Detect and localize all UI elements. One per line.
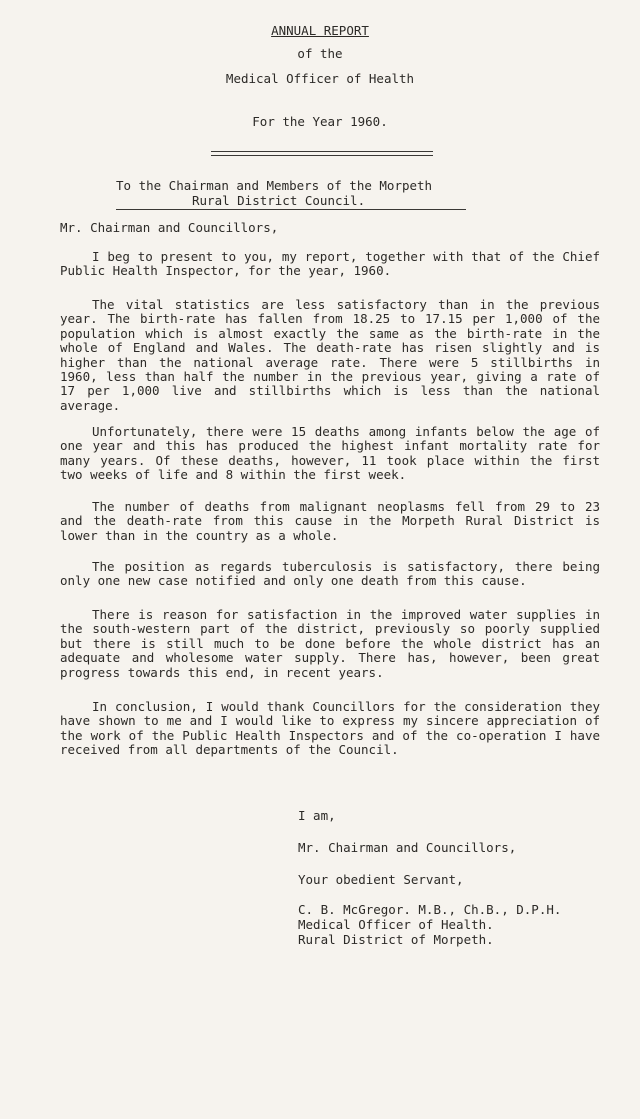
paragraph-water-supply: There is reason for satisfaction in the improved water supplies in the south-western part of the district, previously so poorly supplied but there is still much to be done before the whole district has an adequate and wholesome water supply. There has, however, been great progress towards this end, in recent years. — [60, 607, 600, 680]
paragraph-vital-statistics: The vital statistics are less satisfactory than in the previous year. The birth-rate has fallen from 18.25 to 17.15 per 1,000 of the population which is almost exactly the same as the birth-rate in the whole of England and Wales. The death-rate has risen slightly and is higher than the national average rate. There were 5 stillbirths in 1960, less than half the number in the previous year, giving a rate of 17 per 1,000 live and stillbirths which is less than the national average. — [60, 297, 600, 413]
closing-i-am: I am, — [298, 808, 336, 823]
paragraph-neoplasms: The number of deaths from malignant neoplasms fell from 29 to 23 and the death-rate from this cause in the Morpeth Rural District is lower than in the country as a whole. — [60, 499, 600, 543]
closing-servant: Your obedient Servant, — [298, 872, 464, 887]
title-divider-top — [211, 151, 433, 152]
paragraph-tuberculosis: The position as regards tuberculosis is satisfactory, there being only one new case notified and only one death from this cause. — [60, 559, 600, 589]
signatory-district: Rural District of Morpeth. — [298, 932, 494, 947]
address-line-1: To the Chairman and Members of the Morpeth — [116, 178, 433, 193]
salutation: Mr. Chairman and Councillors, — [60, 220, 279, 235]
paragraph-intro: I beg to present to you, my report, together with that of the Chief Public Health Inspector, for the year, 1960. — [60, 249, 600, 279]
address-underline — [116, 209, 466, 210]
address-line-2: Rural District Council. — [192, 193, 366, 208]
title-year: For the Year 1960. — [252, 114, 388, 129]
paragraph-conclusion: In conclusion, I would thank Councillors for the consideration they have shown to me and I would like to express my sincere appreciation of the work of the Public Health Inspectors and of the co-operation I have received from all departments of the Council. — [60, 699, 600, 758]
title-of-the: of the — [297, 46, 343, 61]
title-officer: Medical Officer of Health — [225, 71, 415, 86]
title-divider-bottom — [211, 155, 433, 156]
closing-address: Mr. Chairman and Councillors, — [298, 840, 517, 855]
paragraph-infant-deaths: Unfortunately, there were 15 deaths among infants below the age of one year and this has produced the highest infant mortality rate for many years. Of these deaths, however, 11 took place within the first two weeks of life and 8 within the first week. — [60, 424, 600, 483]
signatory-title: Medical Officer of Health. — [298, 917, 494, 932]
report-title: ANNUAL REPORT — [271, 23, 369, 38]
signatory-name: C. B. McGregor. M.B., Ch.B., D.P.H. — [298, 902, 562, 917]
